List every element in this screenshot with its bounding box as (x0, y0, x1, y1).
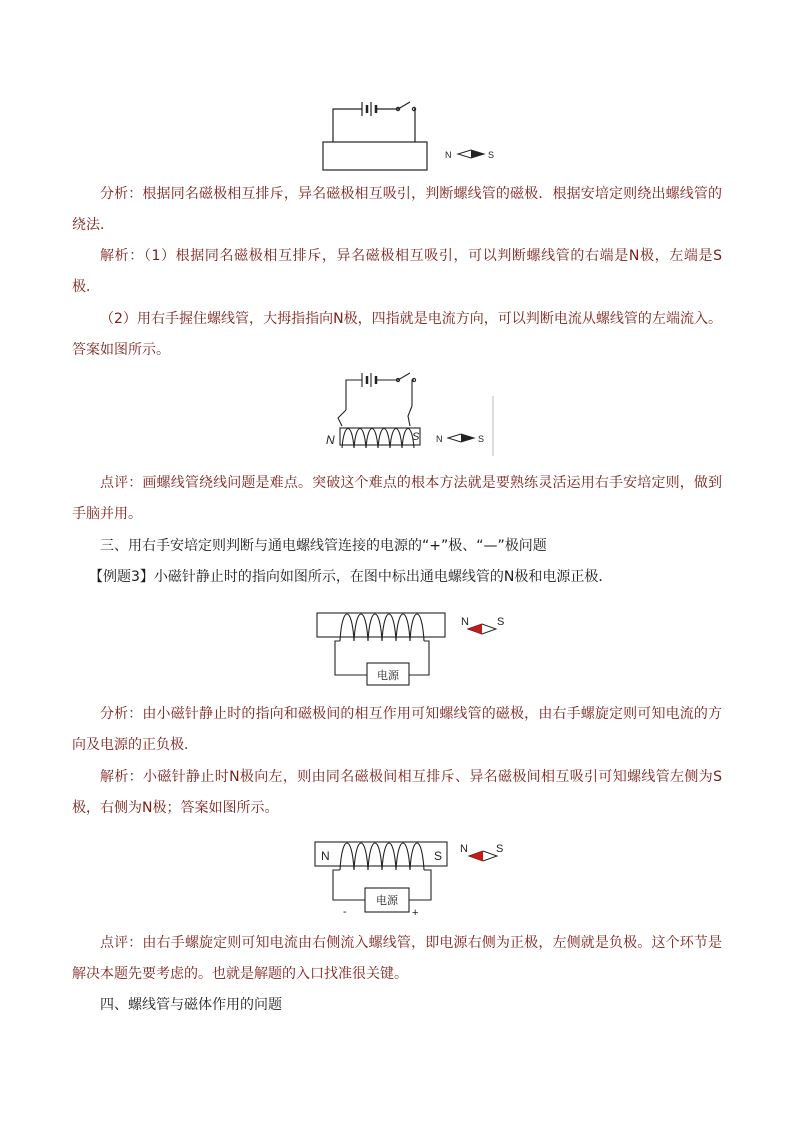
positive-terminal-label: + (412, 907, 419, 919)
analysis-paragraph-3: 分析：由小磁针静止时的指向和磁极间的相互作用可知螺线管的磁极，由右手螺旋定则可知电流的方向及电源的正负极． (72, 706, 722, 753)
solution-paragraph-1a: 解析：（1）根据同名磁极相互排斥，异名磁极相互吸引，可以判断螺线管的右端是N极，左端是S极． (72, 248, 722, 295)
compass-needle-icon (468, 624, 496, 634)
solenoid-left-pole: N (326, 433, 335, 447)
figure-solenoid-answer (313, 832, 513, 920)
compass-n-label: N (436, 434, 443, 444)
solution-paragraph-1b: （2）用右手握住螺线管，大拇指指向N极，四指就是电流方向，可以判断电流从螺线管的左端流入。答案如图所示。 (72, 311, 722, 358)
compass-n-label: N (445, 150, 452, 160)
example-3-question: 【例题3】小磁针静止时的指向如图所示，在图中标出通电螺线管的N极和电源正极． (89, 569, 613, 585)
figure-wound-solenoid (318, 368, 498, 460)
compass-needle-icon (448, 434, 474, 442)
solenoid-right-pole: S (434, 849, 443, 863)
comment-paragraph-1: 点评：画螺线管绕线问题是难点。突破这个难点的根本方法就是要熟练灵活运用右手安培定则，做到手脑并用。 (72, 475, 722, 522)
power-supply-label: 电源 (376, 895, 398, 907)
compass-n-label: N (461, 616, 469, 628)
compass-s-label: S (488, 150, 495, 160)
compass-needle-icon (458, 150, 484, 158)
figure-solenoid-power (315, 603, 515, 689)
analysis-paragraph-1: 分析：根据同名磁极相互排斥，异名磁极相互吸引，判断螺线管的磁极．根据安培定则绕出螺线管的绕法． (72, 186, 722, 233)
comment-paragraph-3: 点评：由右手螺旋定则可知电流由右侧流入螺线管，即电源右侧为正极，左侧就是负极。这个环节是解决本题先要考虑的。也就是解题的入口找准很关键。 (72, 935, 722, 982)
solenoid-left-pole: N (321, 849, 330, 863)
section-heading-3: 三、用右手安培定则判断与通电螺线管连接的电源的“+”极、“—”极问题 (100, 538, 547, 554)
compass-n-label: N (460, 843, 468, 855)
compass-s-label: S (478, 434, 485, 444)
figure-circuit-bar (318, 98, 508, 174)
power-supply-label: 电源 (377, 670, 399, 682)
section-heading-4: 四、螺线管与磁体作用的问题 (100, 997, 282, 1013)
solution-paragraph-3: 解析：小磁针静止时N极向左，则由同名磁极间相互排斥、异名磁极间相互吸引可知螺线管左侧为S极，右侧为N极；答案如图所示。 (72, 769, 722, 816)
compass-s-label: S (496, 843, 504, 855)
compass-s-label: S (497, 616, 505, 628)
solenoid-right-pole: S (412, 431, 420, 443)
compass-needle-icon (469, 851, 497, 861)
negative-terminal-label: - (343, 906, 347, 918)
